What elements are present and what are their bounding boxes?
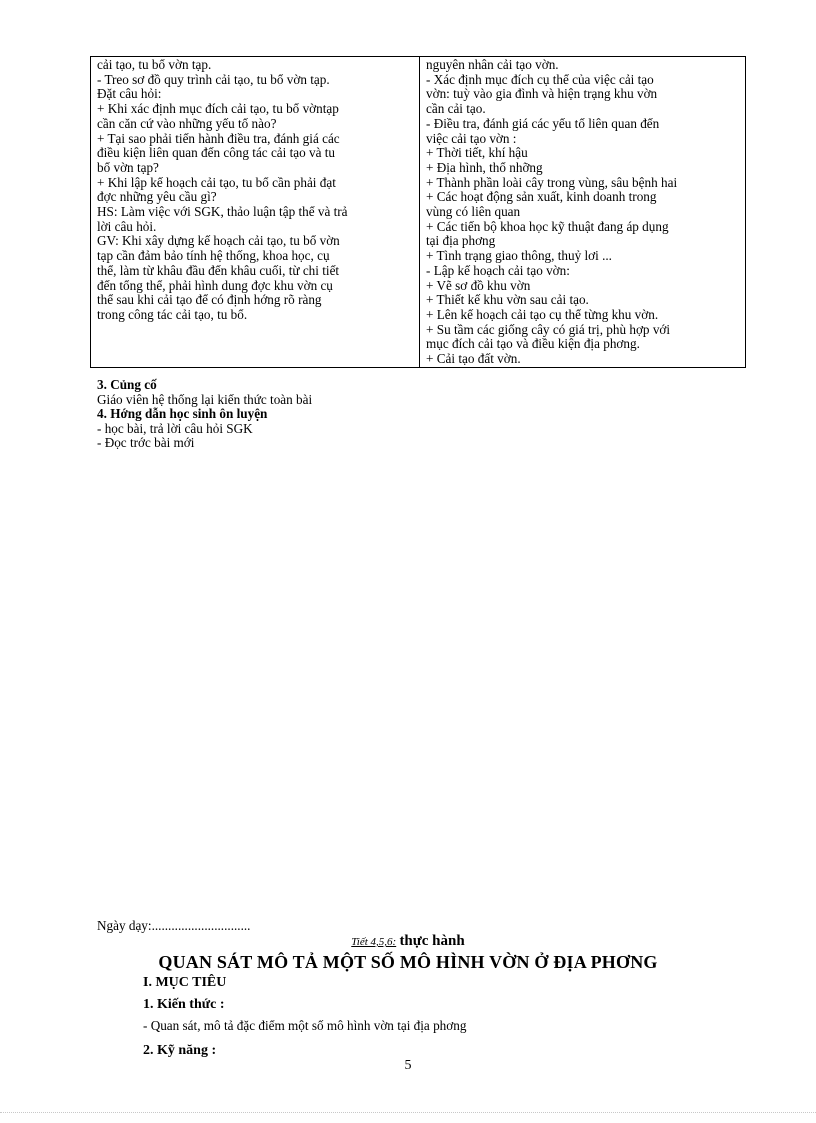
knowledge-item: - Quan sát, mô tả đặc điểm một số mô hình vờn tại địa phơng: [143, 1018, 467, 1033]
left-line: đến tổng thể, phải hình dung đợc khu vờn cụ: [97, 277, 333, 293]
left-line: - Treo sơ đồ quy trình cải tạo, tu bổ vờn tạp.: [97, 71, 330, 87]
right-line: cần cải tạo.: [426, 101, 486, 117]
right-line: + Vẽ sơ đồ khu vờn: [426, 277, 531, 293]
content-cell: [420, 57, 746, 368]
right-line: vùng có liên quan: [426, 204, 521, 220]
left-line: HS: Làm việc với SGK, thảo luận tập thể và trả: [97, 204, 348, 220]
left-line: + Tại sao phải tiến hành điều tra, đánh giá các: [97, 130, 340, 146]
table-row: [91, 57, 746, 368]
lesson-title: QUAN SÁT MÔ TẢ MỘT SỐ MÔ HÌNH VỜN Ở ĐỊA PHƠNG: [158, 952, 658, 972]
right-line: nguyên nhân cải tạo vờn.: [426, 57, 559, 72]
left-line: cải tạo, tu bổ vờn tạp.: [97, 57, 212, 72]
right-line: + Lên kế hoạch cải tạo cụ thể từng khu vờn.: [426, 306, 659, 322]
right-line: + Thành phần loài cây trong vùng, sâu bệnh hai: [426, 174, 678, 190]
right-line: + Địa hình, thổ nhỡng: [426, 159, 543, 175]
right-line: + Các tiến bộ khoa học kỹ thuật đang áp dụng: [426, 218, 669, 234]
left-line: lời câu hỏi.: [97, 218, 157, 234]
teacher-activity-cell: [91, 57, 420, 368]
period-title: thực hành: [399, 933, 465, 949]
consolidate-heading: 3. Củng cố: [97, 377, 157, 392]
right-line: - Lập kế hoạch cải tạo vờn:: [426, 262, 570, 278]
right-line: + Cải tạo đất vờn.: [426, 351, 521, 367]
period-label: Tiết 4,5,6:: [351, 936, 397, 948]
left-line: GV: Khi xây dựng kế hoạch cải tạo, tu bổ vờn: [97, 233, 340, 249]
teaching-date-line: Ngày dạy:..............................: [97, 918, 251, 933]
guide-heading: 4. Hớng dẫn học sinh ôn luyện: [97, 406, 268, 422]
right-line: + Tình trạng giao thông, thuỷ lơi ...: [426, 248, 612, 264]
left-line: + Khi xác định mục đích cải tạo, tu bổ vờntạp: [97, 101, 339, 117]
page-number: 5: [404, 1058, 412, 1073]
left-line: tạp cần đảm bảo tính hệ thống, khoa học, cụ: [97, 248, 330, 264]
consolidate-text: Giáo viên hệ thống lại kiến thức toàn bài: [97, 391, 313, 407]
right-line: mục đích cải tạo và điều kiện địa phơng.: [426, 336, 640, 352]
page-edge: [0, 1112, 816, 1113]
right-line: + Thời tiết, khí hậu: [426, 145, 528, 161]
right-line: - Điều tra, đánh giá các yếu tố liên quan đến: [426, 115, 660, 131]
left-line: đợc những yêu cầu gì?: [97, 189, 217, 205]
left-line: bổ vờn tạp?: [97, 159, 159, 175]
left-line: điều kiện liên quan đến công tác cải tạo và tu: [97, 145, 336, 161]
knowledge-heading: 1. Kiến thức :: [143, 997, 225, 1012]
skills-heading: 2. Kỹ năng :: [143, 1043, 217, 1058]
right-line: + Thiết kế khu vờn sau cải tạo.: [426, 292, 589, 308]
right-line: + Su tầm các giống cây có giá trị, phù hợp với: [426, 321, 671, 337]
left-line: thể sau khi cải tạo để có định hớng rõ ràng: [97, 292, 322, 308]
section-objectives-heading: I. MỤC TIÊU: [143, 975, 227, 990]
left-line: + Khi lập kế hoạch cải tạo, tu bổ cần phải đạt: [97, 174, 336, 190]
left-line: thể, làm từ khâu đầu đến khâu cuối, từ chi tiết: [97, 262, 340, 278]
right-line: việc cải tạo vờn :: [426, 130, 517, 146]
right-line: + Các hoạt động sản xuất, kinh doanh trong: [426, 189, 657, 205]
period-heading: [0, 933, 816, 950]
left-line: cần căn cứ vào những yếu tố nào?: [97, 115, 277, 131]
right-line: vờn: tuỳ vào gia đình và hiện trạng khu vờn: [426, 86, 658, 102]
left-line: Đặt câu hỏi:: [97, 86, 162, 102]
lesson-activity-table: [90, 56, 746, 368]
right-line: - Xác định mục đích cụ thể của việc cải tạo: [426, 71, 654, 87]
lesson-wrapup: [97, 378, 737, 451]
guide-item: - Đọc trớc bài mới: [97, 435, 195, 451]
left-line: trong công tác cải tạo, tu bổ.: [97, 306, 248, 322]
right-line: tại địa phơng: [426, 233, 496, 249]
guide-item: - học bài, trả lời câu hỏi SGK: [97, 420, 253, 436]
